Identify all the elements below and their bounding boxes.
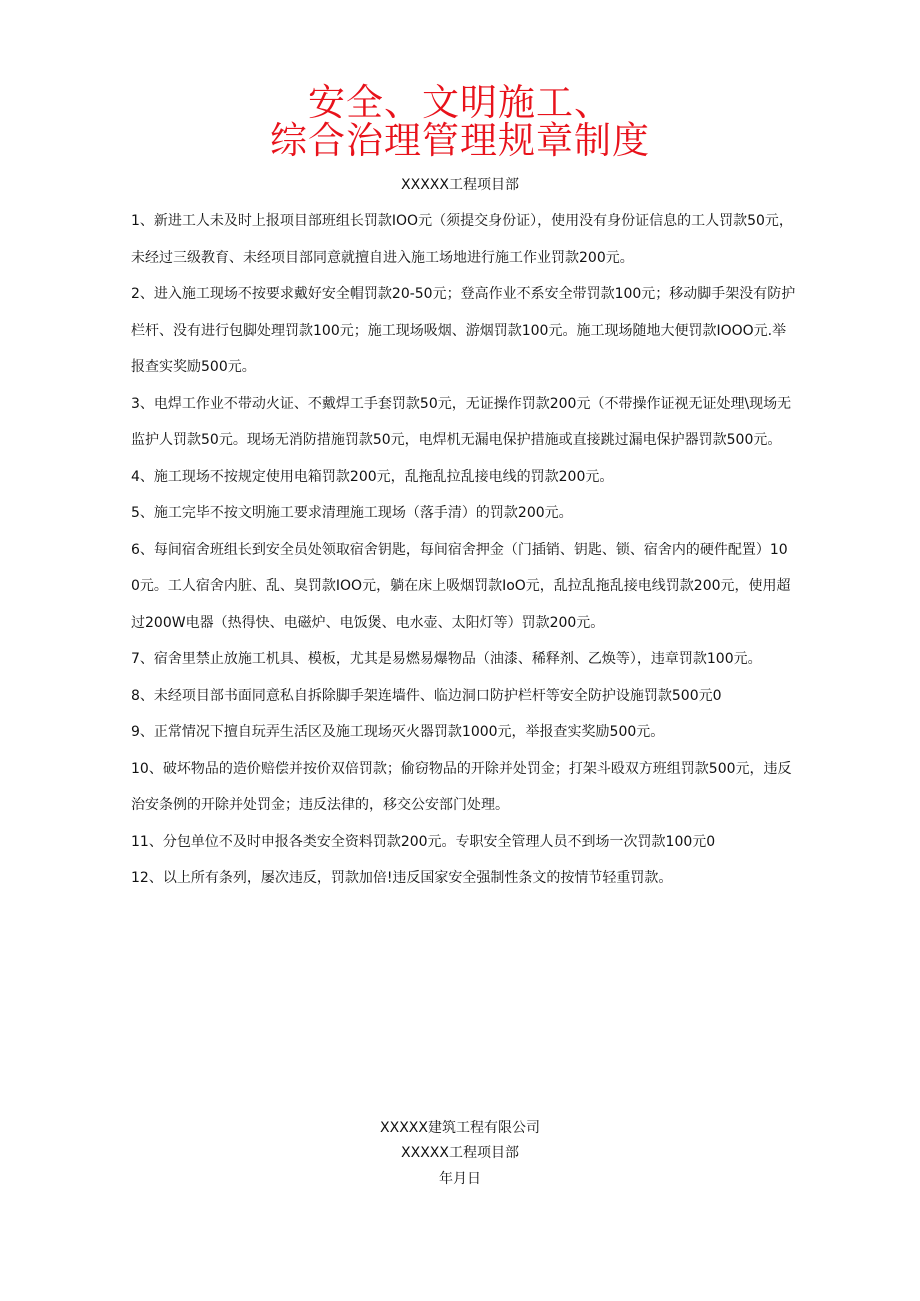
rule-item: 1、新进工人未及时上报项目部班组长罚款IOO元（须提交身份证），使用没有身份证信息的工人罚款50元，未经过三级教育、未经项目部同意就擅自进入施工场地进行施工作业罚款200元。	[131, 213, 793, 266]
title-line-2: 综合治理管理规章制度	[270, 119, 650, 162]
rule-item: 12、以上所有条列，屡次违反，罚款加倍!违反国家安全强制性条文的按情节轻重罚款。	[131, 870, 673, 886]
footer-date: 年月日	[439, 1171, 481, 1187]
footer-company: XXXXX建筑工程有限公司	[380, 1120, 540, 1136]
footer-department: XXXXX工程项目部	[401, 1145, 519, 1161]
rules-list	[131, 203, 796, 897]
rule-item: 10、破坏物品的造价赔偿并按价双倍罚款；偷窃物品的开除并处罚金；打架斗殴双方班组罚款500元，违反治安条例的开除并处罚金；违反法律的，移交公安部门处理。	[131, 760, 792, 813]
rule-item: 8、未经项目部书面同意私自拆除脚手架连墙件、临边洞口防护栏杆等安全防护设施罚款500元0	[131, 687, 722, 704]
rule-item: 6、每间宿舍班组长到安全员处领取宿舍钥匙，每间宿舍押金（门插销、钥匙、锁、宿舍内的硬件配置）100元。工人宿舍内脏、乱、臭罚款IOO元，躺在床上吸烟罚款IoO元，乱拉乱拖乱接电线罚款200元，使用超过200W电器（热得快、电磁炉、电饭煲、电水壶、太阳灯等）罚款200元。	[131, 541, 791, 631]
rule-item: 11、分包单位不及时申报各类安全资料罚款200元。专职安全管理人员不到场一次罚款100元0	[131, 833, 716, 850]
rule-item: 3、电焊工作业不带动火证、不戴焊工手套罚款50元，无证操作罚款200元（不带操作证视无证处理\现场无监护人罚款50元。现场无消防措施罚款50元，电焊机无漏电保护措施或直接跳过漏电保护器罚款500元。	[131, 395, 792, 448]
title-line-1: 安全、文明施工、	[308, 81, 612, 124]
rule-item: 9、正常情况下擅自玩弄生活区及施工现场灭火器罚款1000元，举报查实奖励500元。	[131, 724, 665, 740]
rule-item: 2、进入施工现场不按要求戴好安全帽罚款20-50元；登高作业不系安全带罚款100元；移动脚手架没有防护栏杆、没有进行包脚处理罚款100元；施工现场吸烟、游烟罚款100元。施工现场随地大便罚款IOOO元.举报查实奖励500元。	[131, 286, 796, 375]
rule-item: 7、宿舍里禁止放施工机具、模板，尤其是易燃易爆物品（油漆、稀释剂、乙焕等），违章罚款100元。	[131, 651, 762, 667]
rule-item: 4、施工现场不按规定使用电箱罚款200元，乱拖乱拉乱接电线的罚款200元。	[131, 468, 614, 485]
subtitle: XXXXX工程项目部	[401, 177, 519, 193]
rule-item: 5、施工完毕不按文明施工要求清理施工现场（落手清）的罚款200元。	[131, 505, 573, 521]
